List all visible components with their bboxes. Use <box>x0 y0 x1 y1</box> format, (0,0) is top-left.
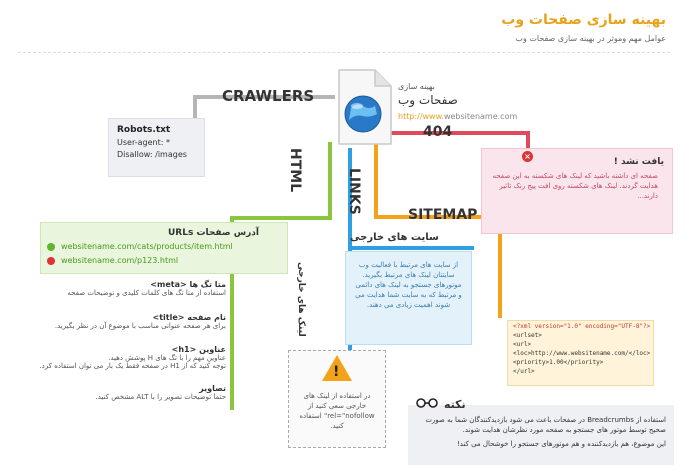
images-text: حتما توضیحات تصویر را با ALT مشخص کنید. <box>95 393 226 401</box>
robots-line-1: User-agent: * <box>117 138 170 147</box>
warning-text: در استفاده از لینک های خارجی سعی کنید از rel="nofollow" استفاده کنید. <box>299 392 375 430</box>
headings-text-1: عناوین مهم را با تگ های H پوشش دهید. <box>108 354 226 362</box>
not-found-text: صفحه ای داشته باشید که لینک های شکسته به این صفحه هدایت گردند. لینک های شکسته روی افت پیج رنک تاثیر دارند... <box>492 172 658 200</box>
cross-icon <box>47 257 55 265</box>
center-url-prefix: http://www. <box>398 112 444 121</box>
page-subtitle: عوامل مهم وموثر در بهینه سازی صفحات وب <box>515 34 666 43</box>
headings-item <box>20 345 226 370</box>
xml-line: <priority>1.00</priority> <box>513 359 604 366</box>
external-vertical-label: لینک های خارجی <box>296 262 306 337</box>
url-bad: websitename.com/p123.html <box>61 256 179 265</box>
not-found-label: 404 <box>423 124 453 140</box>
headings-text-2: توجه کنید که از H1 در صفحه فقط یک بار می توان استفاده کرد. <box>39 362 226 370</box>
urls-title: آدرس صفحات URLs <box>168 228 259 238</box>
sitemap-label: SITEMAP <box>408 207 478 223</box>
note-box <box>408 405 674 465</box>
url-good-row <box>61 242 287 254</box>
note-title: نکته <box>444 398 466 411</box>
not-found-box <box>481 148 673 234</box>
check-icon <box>47 243 55 251</box>
warning-exclamation: ! <box>333 364 340 380</box>
images-item <box>40 384 226 401</box>
xml-line: <urlset> <box>513 332 542 339</box>
sitemap-xml-box <box>507 320 654 386</box>
links-label: LINKS <box>346 168 362 215</box>
external-title: سایت های خارجی <box>350 232 439 243</box>
center-url <box>398 112 517 121</box>
robots-line-2: Disallow: /images <box>117 150 187 159</box>
robots-box <box>108 118 205 177</box>
headings-title: عناوین <h1> <box>171 345 226 354</box>
external-box <box>345 251 472 345</box>
meta-title: متا تگ ها <meta> <box>150 280 226 289</box>
meta-item <box>40 280 226 297</box>
glasses-icon <box>416 398 438 408</box>
external-text: از سایت های مرتبط با فعالیت وب سایتتان لینک های مرتبط بگیرید. موتورهای جستجو به لینک های دائمی و مرتبط که به سایت شما هدایت می شوند اهمیت زیادی می دهند. <box>355 261 462 309</box>
url-good: websitename.com/cats/products/item.html <box>61 242 233 251</box>
url-bad-row <box>61 256 287 268</box>
xml-line: </url> <box>513 368 535 375</box>
xml-line: <?xml version="1.0" encoding="UTF-8"?> <box>513 323 651 330</box>
title-item <box>20 313 226 330</box>
images-title: تصاویر <box>199 384 226 393</box>
robots-title: Robots.txt <box>117 125 171 135</box>
external-links-arrow-line <box>300 242 350 248</box>
meta-text: استفاده از متا تگ های کلمات کلیدی و توضیحات صفحه <box>67 289 226 297</box>
header-divider <box>18 52 670 53</box>
xml-line: <url> <box>513 341 532 348</box>
center-label-small: بهینه سازی <box>398 82 435 91</box>
xml-line: <loc>http://www.websitename.com/</loc> <box>513 350 651 357</box>
error-x-icon: × <box>522 151 533 162</box>
web-page-globe-icon <box>333 68 395 146</box>
title-tag-title: نام صفحه <title> <box>152 313 226 322</box>
center-url-rest: websitename.com <box>443 112 518 121</box>
page-title: بهینه سازی صفحات وب <box>501 12 666 28</box>
note-text: استفاده از Breadcrumbs در صفحات باعث می شود بازدیدکنندگان شما به صورت صحیح توسط موتور های جستجو به صفحه مورد نظرشان هدایت شوند. <box>425 416 666 434</box>
urls-box <box>40 222 288 274</box>
not-found-title: یافت نشد ! <box>613 157 664 167</box>
crawlers-label: CRAWLERS <box>222 87 315 105</box>
html-label: HTML <box>287 148 303 193</box>
center-label-big: صفحات وب <box>398 93 458 107</box>
title-tag-text: برای هر صفحه عنوانی مناسب با موضوع آن در نظر بگیرید. <box>54 322 226 330</box>
note-text-2: این موضوع، هم بازدیدکننده و هم موتورهای جستجو را خوشحال می کند! <box>456 440 666 448</box>
